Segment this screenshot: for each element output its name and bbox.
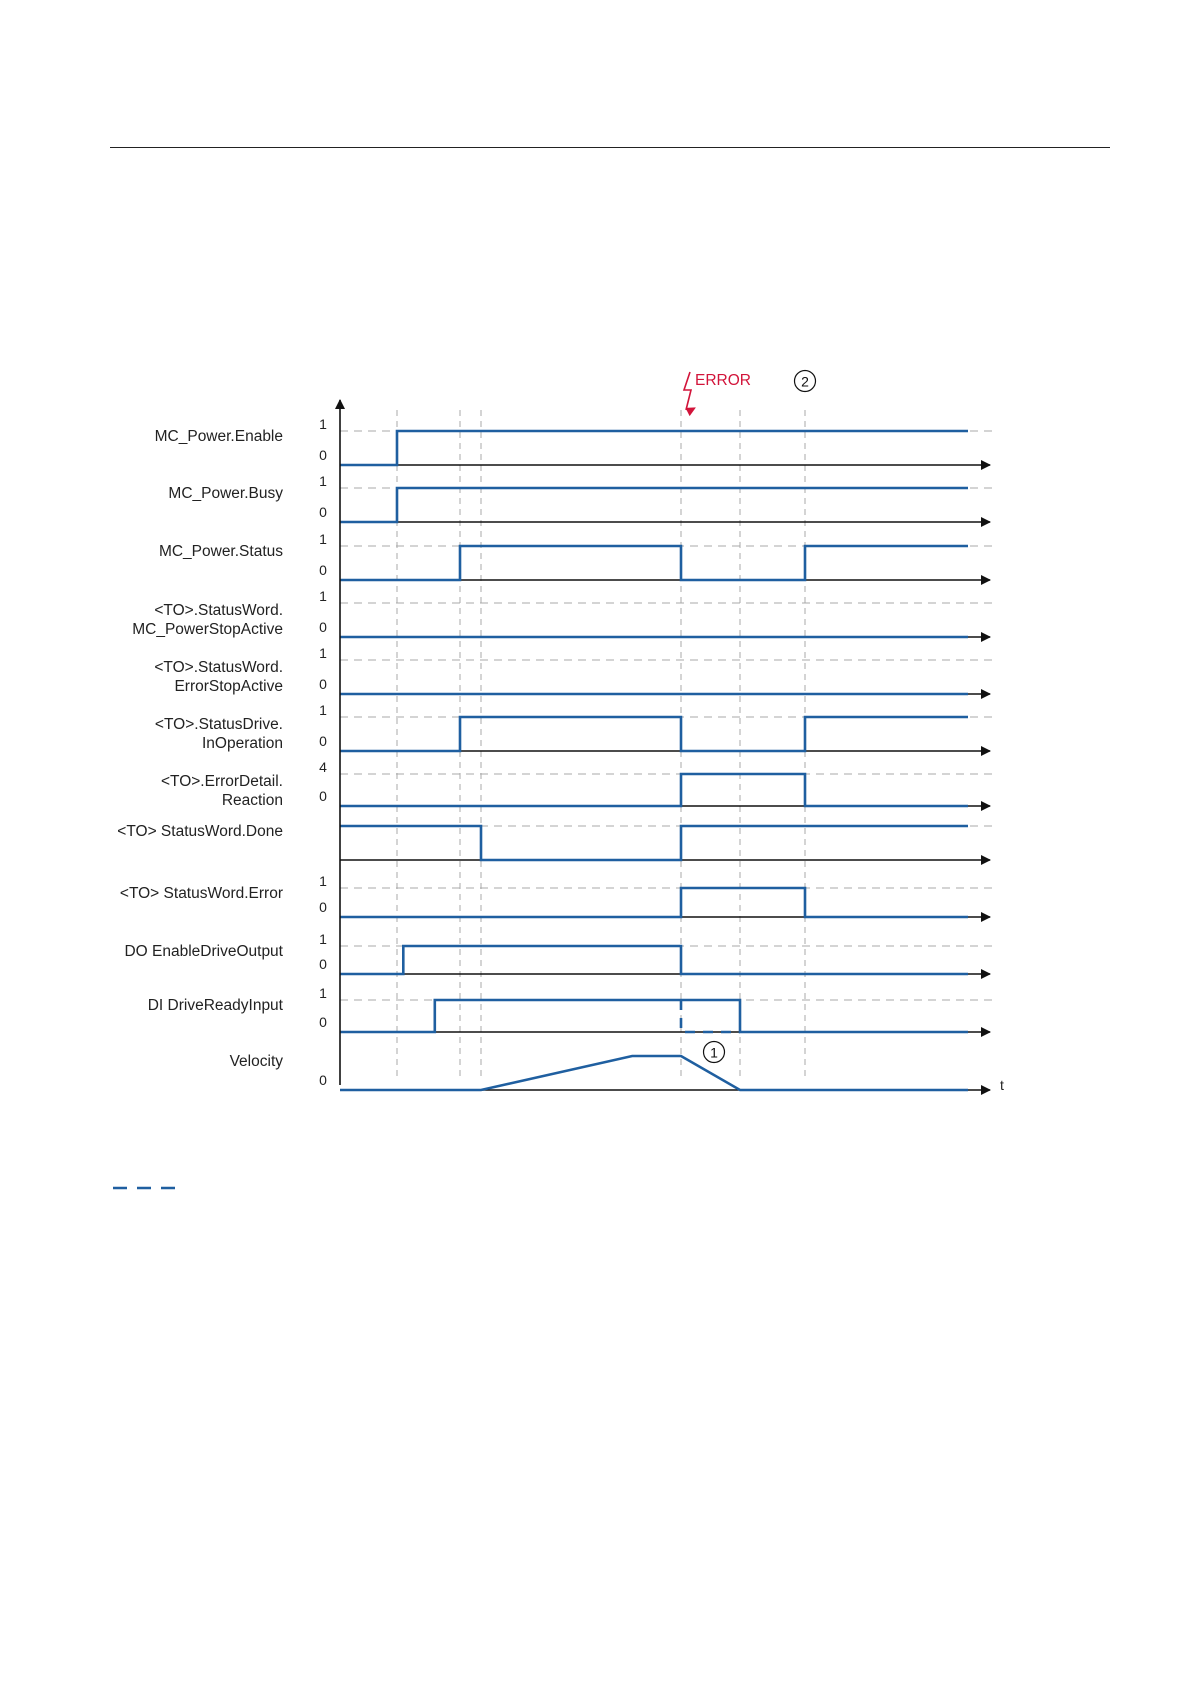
high-level-label: 1 (319, 416, 327, 432)
high-level-label: 1 (319, 473, 327, 489)
high-level-label: 1 (319, 702, 327, 718)
signal-waveform (340, 1000, 968, 1032)
signal-waveform (340, 717, 968, 751)
alternative-waveform (681, 1000, 740, 1032)
low-level-label: 0 (319, 619, 327, 635)
signal-waveform (340, 888, 968, 917)
callout-2 (795, 371, 816, 392)
signal-row (154, 645, 995, 695)
callout-2-label: 2 (801, 373, 809, 390)
low-level-label: 0 (319, 1014, 327, 1030)
signal-waveform (340, 546, 968, 580)
high-level-label: 1 (319, 531, 327, 547)
signal-label: MC_Power.Busy (168, 485, 283, 502)
signal-label: MC_Power.Enable (154, 428, 283, 445)
high-level-label: 1 (319, 588, 327, 604)
legend-dashed-line (113, 1186, 175, 1190)
low-level-label: 0 (319, 676, 327, 692)
lightning-icon (684, 372, 691, 410)
error-annotation (684, 372, 751, 410)
signal-row (132, 588, 995, 638)
callout-1-label: 1 (710, 1044, 718, 1061)
signal-label: MC_Power.Status (158, 543, 283, 560)
low-level-label: 0 (319, 1072, 327, 1088)
signal-label: <TO>.StatusDrive. InOperation (154, 716, 283, 752)
high-level-label: 1 (319, 645, 327, 661)
signal-label: <TO> StatusWord.Error (119, 885, 283, 902)
low-level-label: 0 (319, 788, 327, 804)
signal-row (155, 416, 995, 465)
signal-row (159, 531, 995, 580)
signal-label: <TO> StatusWord.Done (117, 823, 283, 840)
signal-rows (117, 416, 995, 1090)
signal-row (120, 873, 995, 917)
signal-waveform (340, 431, 968, 465)
time-axis-label: t (1000, 1077, 1004, 1093)
high-level-label: 1 (319, 873, 327, 889)
signal-label: <TO>.StatusWord. MC_PowerStopActive (132, 602, 283, 638)
low-level-label: 0 (319, 899, 327, 915)
signal-row (230, 1053, 990, 1090)
signal-row (155, 702, 995, 752)
signal-label: <TO>.ErrorDetail. Reaction (160, 773, 283, 809)
low-level-label: 0 (319, 733, 327, 749)
signal-row (161, 759, 995, 809)
signal-label: <TO>.StatusWord. ErrorStopActive (154, 659, 283, 695)
low-level-label: 0 (319, 956, 327, 972)
signal-label: Velocity (229, 1053, 283, 1070)
high-level-label: 1 (319, 985, 327, 1001)
callout-1 (704, 1042, 725, 1063)
signal-waveform (340, 774, 968, 806)
low-level-label: 0 (319, 562, 327, 578)
signal-row (117, 823, 995, 860)
high-level-label: 4 (319, 759, 327, 775)
high-level-label: 1 (319, 931, 327, 947)
low-level-label: 0 (319, 504, 327, 520)
signal-row (124, 931, 995, 974)
signal-label: DO EnableDriveOutput (124, 943, 283, 960)
signal-waveform (340, 488, 968, 522)
signal-row (168, 473, 995, 522)
time-marker-lines (397, 410, 805, 1080)
signal-row (148, 985, 995, 1032)
error-label: ERROR (695, 372, 751, 389)
low-level-label: 0 (319, 447, 327, 463)
signal-label: DI DriveReadyInput (147, 997, 283, 1014)
signal-waveform (340, 1056, 968, 1090)
signal-waveform (340, 946, 968, 974)
signal-waveform (340, 826, 968, 860)
